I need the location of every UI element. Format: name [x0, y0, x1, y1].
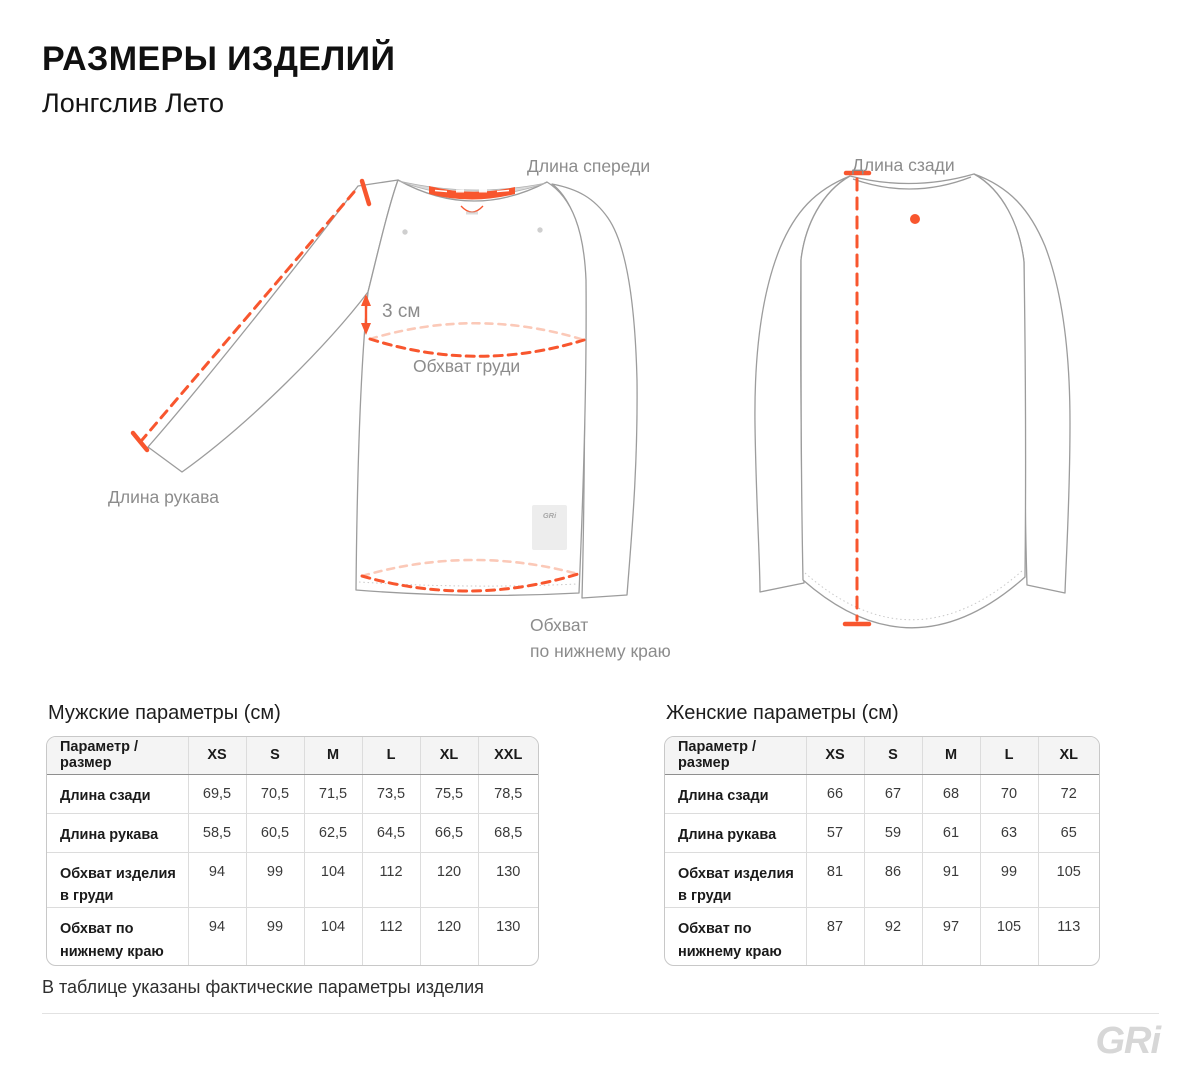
men-size-table [46, 736, 539, 966]
size-value-cell: 75,5 [420, 774, 478, 813]
param-cell: Обхват изделия в груди [47, 852, 188, 908]
sleeve-length-label: Длина рукава [108, 487, 219, 507]
back-length-label: Длина сзади [852, 155, 955, 175]
param-cell: Обхват изделия в груди [665, 852, 806, 908]
size-value-cell: 91 [922, 852, 980, 908]
size-value-cell: 81 [806, 852, 864, 908]
size-value-cell: 60,5 [246, 813, 304, 852]
size-value-cell: 72 [1038, 774, 1099, 813]
chest-girth-label: Обхват груди [413, 356, 521, 376]
size-col-header-xl: XL [420, 737, 478, 774]
size-value-cell: 99 [246, 852, 304, 908]
size-col-header-xs: XS [806, 737, 864, 774]
table-row [47, 908, 538, 965]
table-row [665, 852, 1099, 908]
hem-girth-label-line2: по нижнему краю [530, 641, 671, 661]
param-cell: Длина сзади [47, 774, 188, 813]
size-value-cell: 104 [304, 852, 362, 908]
size-col-header-xl: XL [1038, 737, 1099, 774]
size-value-cell: 64,5 [362, 813, 420, 852]
param-cell: Обхват по нижнему краю [47, 908, 188, 965]
size-value-cell: 92 [864, 908, 922, 965]
footer-divider [42, 1013, 1159, 1014]
param-size-header: Параметр / размер [665, 737, 806, 774]
back-view-drawing [755, 174, 1070, 628]
back-marker-dot [910, 214, 920, 224]
size-value-cell: 63 [980, 813, 1038, 852]
size-col-header-s: S [246, 737, 304, 774]
size-value-cell: 57 [806, 813, 864, 852]
women-table-title: Женские параметры (см) [666, 702, 899, 724]
size-value-cell: 58,5 [188, 813, 246, 852]
men-table-title: Мужские параметры (см) [48, 702, 281, 724]
size-value-cell: 105 [980, 908, 1038, 965]
param-cell: Длина сзади [665, 774, 806, 813]
size-value-cell: 120 [420, 908, 478, 965]
table-header-row [47, 737, 538, 774]
men-size-table-section [46, 702, 539, 971]
size-value-cell: 87 [806, 908, 864, 965]
hem-girth-label [530, 612, 671, 664]
chest-dot-right [537, 227, 542, 232]
size-value-cell: 66,5 [420, 813, 478, 852]
size-value-cell: 73,5 [362, 774, 420, 813]
table-row [665, 813, 1099, 852]
size-value-cell: 112 [362, 852, 420, 908]
size-value-cell: 130 [478, 852, 538, 908]
size-value-cell: 66 [806, 774, 864, 813]
table-row [47, 774, 538, 813]
front-length-label: Длина спереди [527, 156, 651, 176]
size-value-cell: 94 [188, 908, 246, 965]
size-value-cell: 130 [496, 919, 521, 936]
size-value-cell: 105 [1038, 852, 1099, 908]
size-value-cell: 70,5 [246, 774, 304, 813]
size-col-header-xs: XS [188, 737, 246, 774]
product-name: Лонгслив Лето [42, 88, 224, 118]
women-size-table-section [664, 702, 1100, 971]
hem-girth-label-line1: Обхват [530, 615, 589, 635]
table-row [665, 774, 1099, 813]
size-col-header-m: M [304, 737, 362, 774]
table-row [47, 852, 538, 908]
size-value-cell: 99 [246, 908, 304, 965]
size-value-cell: 104 [304, 908, 362, 965]
chest-dot-left [402, 229, 407, 234]
size-col-header-l: L [362, 737, 420, 774]
table-header-row [665, 737, 1099, 774]
size-col-header-xxl: XXL [478, 737, 538, 774]
param-cell: Длина рукава [47, 813, 188, 852]
brand-logo: GRi [1095, 1020, 1160, 1062]
size-value-cell: 70 [980, 774, 1038, 813]
table-row [665, 908, 1099, 965]
size-value-cell: 97 [922, 908, 980, 965]
table-footnote: В таблице указаны фактические параметры изделия [42, 977, 484, 997]
hem-brand-tag: GRi [532, 505, 567, 550]
size-value-cell: 99 [980, 852, 1038, 908]
size-value-cell: 94 [188, 852, 246, 908]
size-value-cell: 120 [420, 852, 478, 908]
size-value-cell: 113 [1057, 919, 1081, 936]
size-value-cell: 59 [864, 813, 922, 852]
size-value-cell: 78,5 [478, 774, 538, 813]
size-value-cell: 68 [922, 774, 980, 813]
women-size-table [664, 736, 1100, 966]
param-cell: Обхват по нижнему краю [665, 908, 806, 965]
size-value-cell: 112 [362, 908, 420, 965]
armpit-offset-label: 3 см [382, 301, 421, 322]
size-value-cell: 61 [922, 813, 980, 852]
size-col-header-l: L [980, 737, 1038, 774]
page-title: РАЗМЕРЫ ИЗДЕЛИЙ [42, 40, 396, 78]
size-value-cell: 65 [1038, 813, 1099, 852]
size-col-header-m: M [922, 737, 980, 774]
size-value-cell: 67 [864, 774, 922, 813]
size-value-cell: 68,5 [478, 813, 538, 852]
param-size-header: Параметр / размер [47, 737, 188, 774]
size-value-cell: 86 [864, 852, 922, 908]
table-row [47, 813, 538, 852]
page-header [42, 40, 395, 119]
size-value-cell: 69,5 [188, 774, 246, 813]
param-cell: Длина рукава [665, 813, 806, 852]
size-col-header-s: S [864, 737, 922, 774]
size-value-cell: 62,5 [304, 813, 362, 852]
size-value-cell: 71,5 [304, 774, 362, 813]
